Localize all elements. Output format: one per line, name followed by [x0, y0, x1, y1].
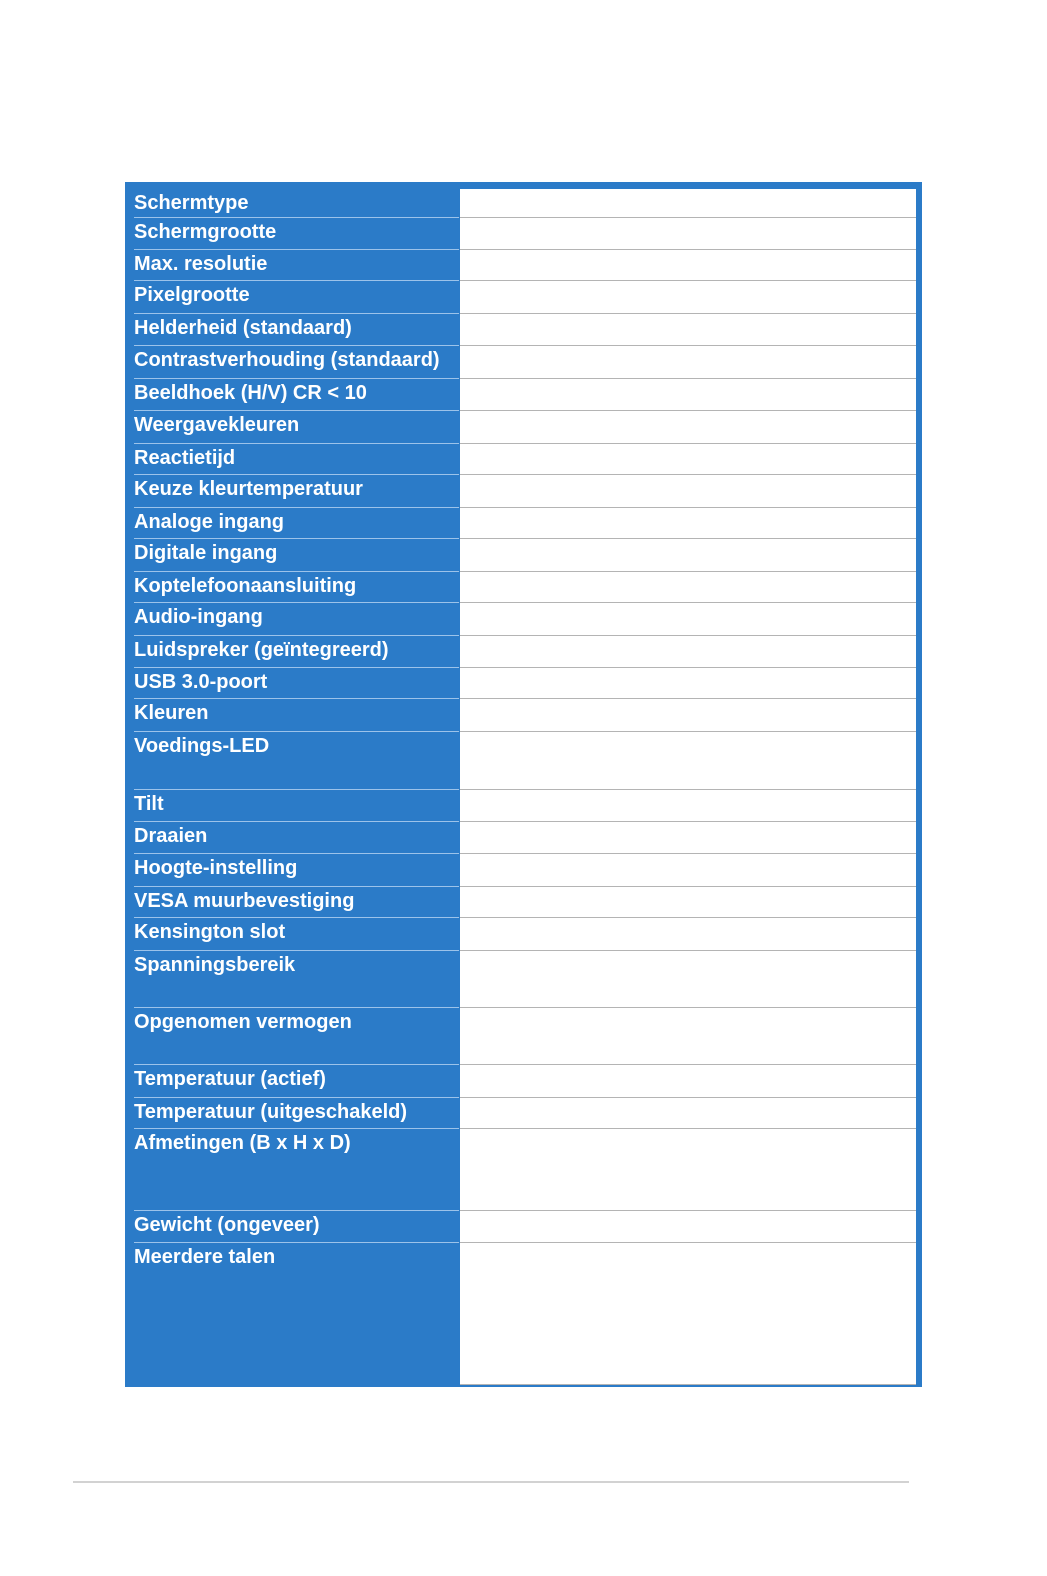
spec-value: [460, 951, 916, 1008]
spec-row: [125, 918, 916, 951]
spec-value: [460, 636, 916, 668]
spec-row: [125, 603, 916, 636]
spec-value: [460, 1098, 916, 1129]
spec-label: Gewicht (ongeveer): [134, 1214, 320, 1236]
spec-row: [125, 1129, 916, 1211]
spec-label: Temperatuur (uitgeschakeld): [134, 1101, 408, 1123]
spec-label: Kleuren: [134, 702, 209, 724]
spec-label: Voedings-LED: [134, 735, 270, 757]
spec-row: [125, 790, 916, 822]
spec-label: Schermgrootte: [134, 221, 277, 243]
spec-label: Beeldhoek (H/V) CR < 10: [134, 382, 367, 404]
spec-label: Keuze kleurtemperatuur: [134, 478, 363, 500]
spec-value: [460, 1211, 916, 1243]
spec-row: [125, 1211, 916, 1243]
spec-row: [125, 346, 916, 379]
spec-row: [125, 572, 916, 603]
spec-label: Hoogte-instelling: [134, 857, 298, 879]
spec-row: [125, 822, 916, 854]
spec-value: [460, 603, 916, 636]
spec-value: [460, 444, 916, 475]
spec-row: [125, 411, 916, 444]
spec-label: Digitale ingang: [134, 542, 278, 564]
spec-value: [460, 887, 916, 918]
spec-row: [125, 250, 916, 281]
row-divider: [460, 1384, 916, 1385]
spec-row: [125, 508, 916, 539]
spec-row: [125, 444, 916, 475]
spec-label: Tilt: [134, 793, 164, 815]
spec-label: VESA muurbevestiging: [134, 890, 355, 912]
spec-value: [460, 1129, 916, 1211]
spec-value: [460, 732, 916, 790]
spec-row: [125, 636, 916, 668]
spec-label: Afmetingen (B x H x D): [134, 1132, 351, 1154]
specifications-table: [125, 182, 922, 1387]
spec-label: Schermtype: [134, 192, 249, 214]
spec-row: [125, 699, 916, 732]
spec-value: [460, 281, 916, 314]
spec-label: Helderheid (standaard): [134, 317, 352, 339]
spec-row: [125, 1098, 916, 1129]
spec-value: [460, 1065, 916, 1098]
spec-row: [125, 887, 916, 918]
spec-value: [460, 572, 916, 603]
spec-value: [460, 699, 916, 732]
spec-label: Pixelgrootte: [134, 284, 250, 306]
spec-row: [125, 1243, 916, 1385]
spec-label: Audio-ingang: [134, 606, 263, 628]
spec-row: [125, 218, 916, 250]
spec-row: [125, 539, 916, 572]
spec-value: [460, 379, 916, 411]
spec-value: [460, 189, 916, 218]
spec-value: [460, 346, 916, 379]
spec-value: [460, 918, 916, 951]
spec-value: [460, 1243, 916, 1385]
spec-label: Spanningsbereik: [134, 954, 296, 976]
spec-label: Meerdere talen: [134, 1246, 276, 1268]
spec-row: [125, 1008, 916, 1065]
spec-value: [460, 508, 916, 539]
spec-row: [125, 732, 916, 790]
spec-value: [460, 250, 916, 281]
spec-label: Draaien: [134, 825, 208, 847]
spec-row: [125, 854, 916, 887]
spec-row: [125, 281, 916, 314]
spec-value: [460, 218, 916, 250]
spec-value: [460, 1008, 916, 1065]
spec-value: [460, 822, 916, 854]
spec-label: Analoge ingang: [134, 511, 284, 533]
spec-row: [125, 314, 916, 346]
spec-label: Koptelefoonaansluiting: [134, 575, 357, 597]
spec-value: [460, 411, 916, 444]
spec-label: Max. resolutie: [134, 253, 268, 275]
spec-value: [460, 475, 916, 508]
spec-value: [460, 668, 916, 699]
spec-value: [460, 539, 916, 572]
spec-label: Temperatuur (actief): [134, 1068, 326, 1090]
spec-row: [125, 1065, 916, 1098]
spec-label: Luidspreker (geïntegreerd): [134, 639, 389, 661]
footer-divider: [73, 1481, 909, 1483]
spec-value: [460, 790, 916, 822]
spec-label: Kensington slot: [134, 921, 286, 943]
spec-label: USB 3.0-poort: [134, 671, 268, 693]
spec-label: Reactietijd: [134, 447, 236, 469]
spec-label: Opgenomen vermogen: [134, 1011, 352, 1033]
spec-row: [125, 475, 916, 508]
spec-row: [125, 668, 916, 699]
spec-value: [460, 854, 916, 887]
spec-label: Contrastverhouding (standaard): [134, 349, 440, 371]
spec-row: [125, 379, 916, 411]
spec-row: [125, 189, 916, 218]
spec-value: [460, 314, 916, 346]
spec-row: [125, 951, 916, 1008]
spec-label: Weergavekleuren: [134, 414, 300, 436]
